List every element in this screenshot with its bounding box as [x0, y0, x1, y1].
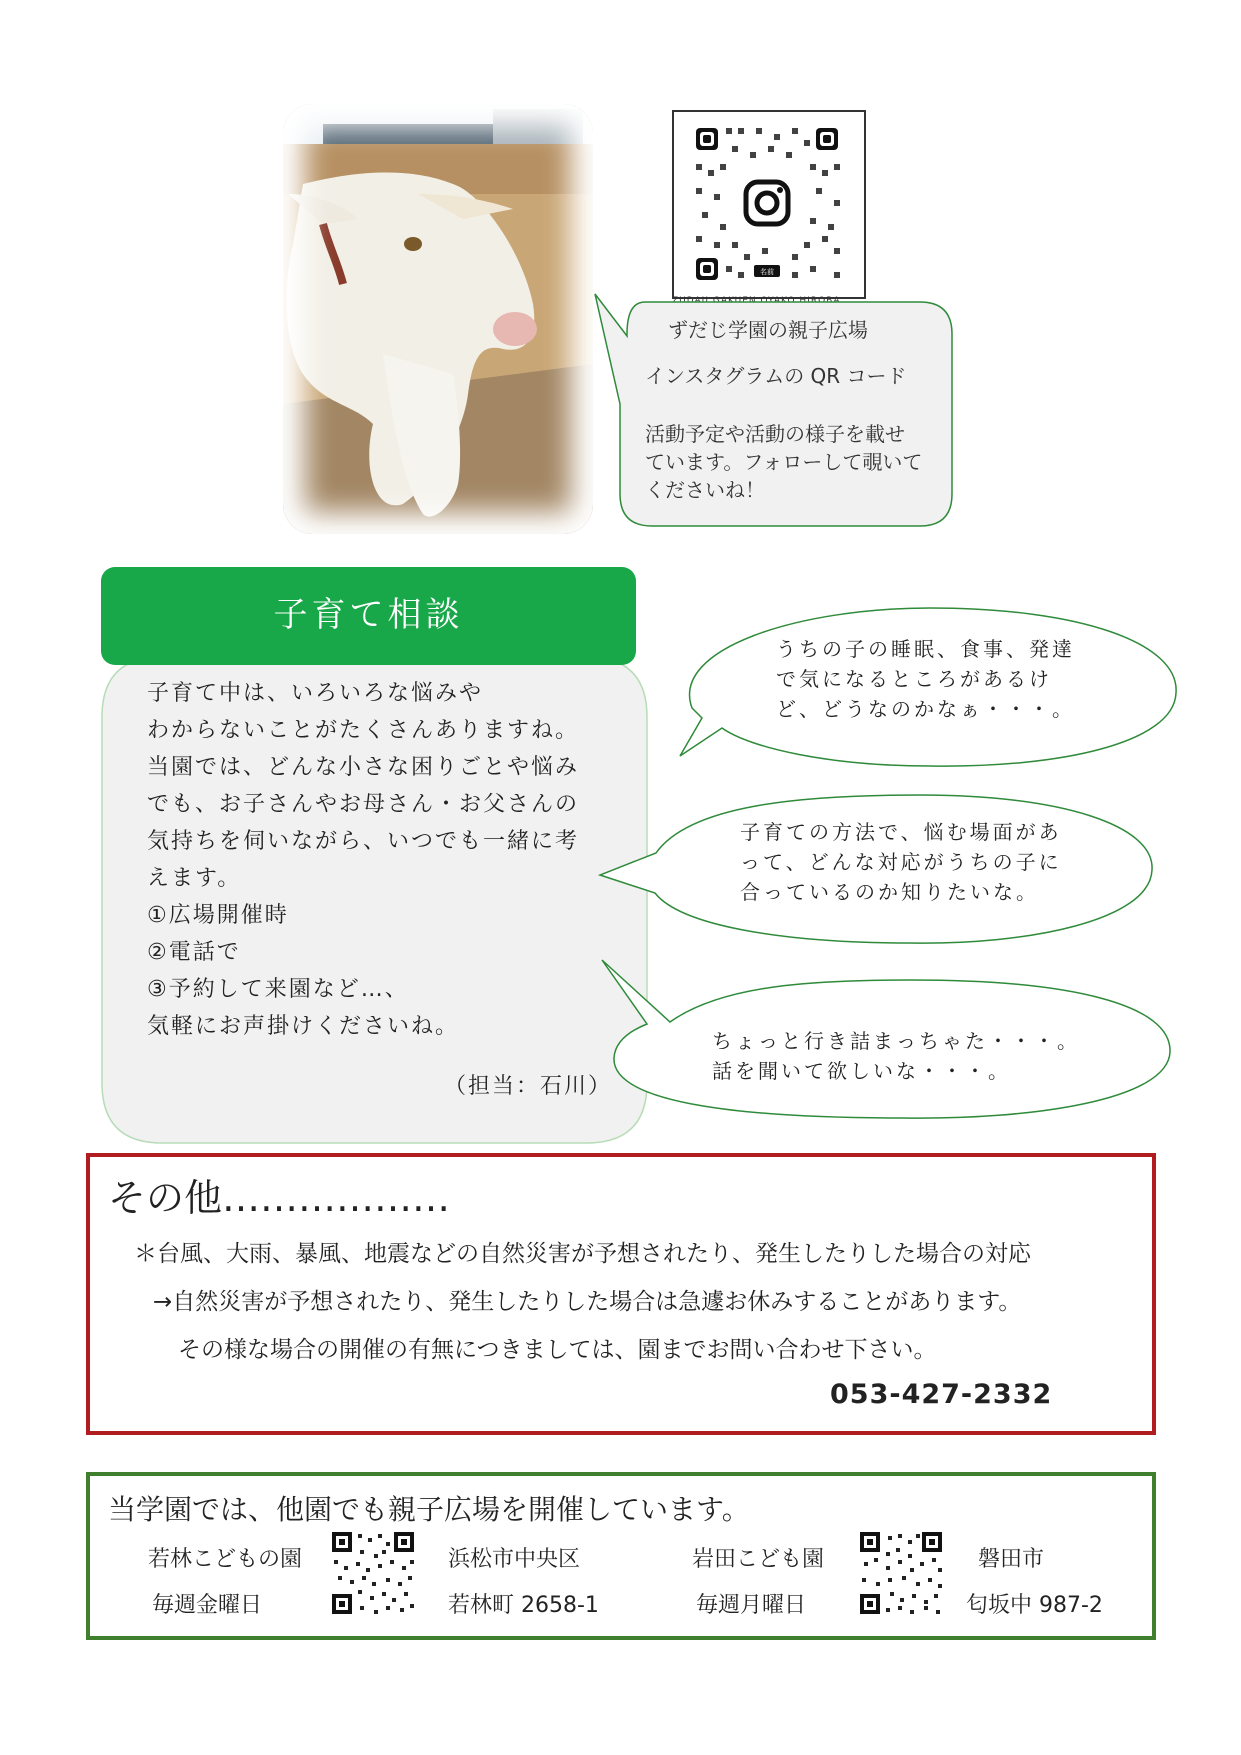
- bubble-1-line3: ど、どうなのかなぁ・・・。: [776, 697, 1075, 721]
- branches-title: 当学園では、他園でも親子広場を開催しています。: [108, 1493, 750, 1526]
- consult-line-1: 子育て中は、いろいろな悩みや: [147, 681, 484, 706]
- instagram-qr-code[interactable]: [672, 110, 866, 299]
- wakabayashi-name: 若林こどもの園: [148, 1547, 303, 1572]
- iwata-address-1: 磐田市: [978, 1547, 1045, 1572]
- callout-line4: ています。フォローして覗いて: [645, 450, 923, 474]
- consult-line-8: ②電話で: [147, 940, 241, 965]
- iwata-day: 毎週月曜日: [696, 1593, 807, 1618]
- consult-title: 子育て相談: [101, 567, 636, 665]
- callout-line3: 活動予定や活動の様子を載せ: [645, 422, 905, 446]
- other-line-1: ＊台風、大雨、暴風、地震などの自然災害が予想されたり、発生したりした場合の対応: [134, 1241, 1031, 1267]
- qr-caption: ZUDAJI GAKUEN OYAKO HIROBA: [672, 296, 841, 304]
- other-title: その他………………: [108, 1176, 451, 1220]
- consult-line-5: 気持ちを伺いながら、いつでも一緒に考: [147, 829, 580, 854]
- consult-staff: （担当：石川）: [444, 1074, 613, 1099]
- speech-bubble-3: [612, 960, 1172, 1120]
- wakabayashi-address-2: 若林町 2658-1: [448, 1593, 599, 1618]
- qr-badge: 名前: [760, 268, 774, 276]
- consult-box: [102, 656, 647, 1143]
- iwata-qr-code[interactable]: [858, 1530, 944, 1616]
- callout-line5: くださいね！: [645, 478, 765, 502]
- speech-bubble-2: [600, 795, 1155, 945]
- wakabayashi-day: 毎週金曜日: [152, 1593, 263, 1618]
- consult-line-9: ③予約して来園など…、: [147, 977, 409, 1002]
- instagram-callout: [620, 300, 955, 525]
- bubble-2-line3: 合っているのか知りたいな。: [740, 880, 1039, 904]
- consult-line-4: でも、お子さんやお母さん・お父さんの: [147, 792, 580, 817]
- bubble-2-line2: って、どんな対応がうちの子に: [740, 850, 1062, 874]
- bubble-1-line2: で気になるところがあるけ: [776, 667, 1052, 691]
- other-line-2: →自然災害が予想されたり、発生したりした場合は急遽お休みすることがあります。: [153, 1289, 1022, 1315]
- consult-line-6: えます。: [147, 866, 242, 891]
- goat-photo: [283, 104, 593, 534]
- other-notice-box: [86, 1153, 1156, 1435]
- consult-line-2: わからないことがたくさんありますね。: [147, 718, 580, 743]
- callout-line1: ずだじ学園の親子広場: [668, 318, 868, 342]
- bubble-1-line1: うちの子の睡眠、食事、発達: [776, 637, 1075, 661]
- phone-number[interactable]: 053-427-2332: [830, 1379, 1053, 1410]
- qr-pattern: [674, 112, 860, 293]
- bubble-3-line2: 話を聞いて欲しいな・・・。: [712, 1059, 1011, 1083]
- other-line-3: その様な場合の開催の有無につきましては、園までお問い合わせ下さい。: [178, 1337, 937, 1363]
- wakabayashi-address-1: 浜松市中央区: [448, 1547, 581, 1572]
- bubble-2-line1: 子育ての方法で、悩む場面があ: [740, 820, 1062, 844]
- iwata-address-2: 匂坂中 987-2: [966, 1593, 1103, 1618]
- consult-line-10: 気軽にお声掛けくださいね。: [147, 1014, 460, 1039]
- speech-bubble-1: [680, 608, 1180, 768]
- iwata-name: 岩田こども園: [692, 1547, 825, 1572]
- callout-line2: インスタグラムの QR コード: [645, 364, 907, 388]
- bubble-3-line1: ちょっと行き詰まっちゃた・・・。: [712, 1029, 1080, 1053]
- consult-line-7: ①広場開催時: [147, 903, 289, 928]
- consult-line-3: 当園では、どんな小さな困りごとや悩み: [147, 755, 580, 780]
- wakabayashi-qr-code[interactable]: [330, 1530, 416, 1616]
- branches-box: [86, 1472, 1156, 1640]
